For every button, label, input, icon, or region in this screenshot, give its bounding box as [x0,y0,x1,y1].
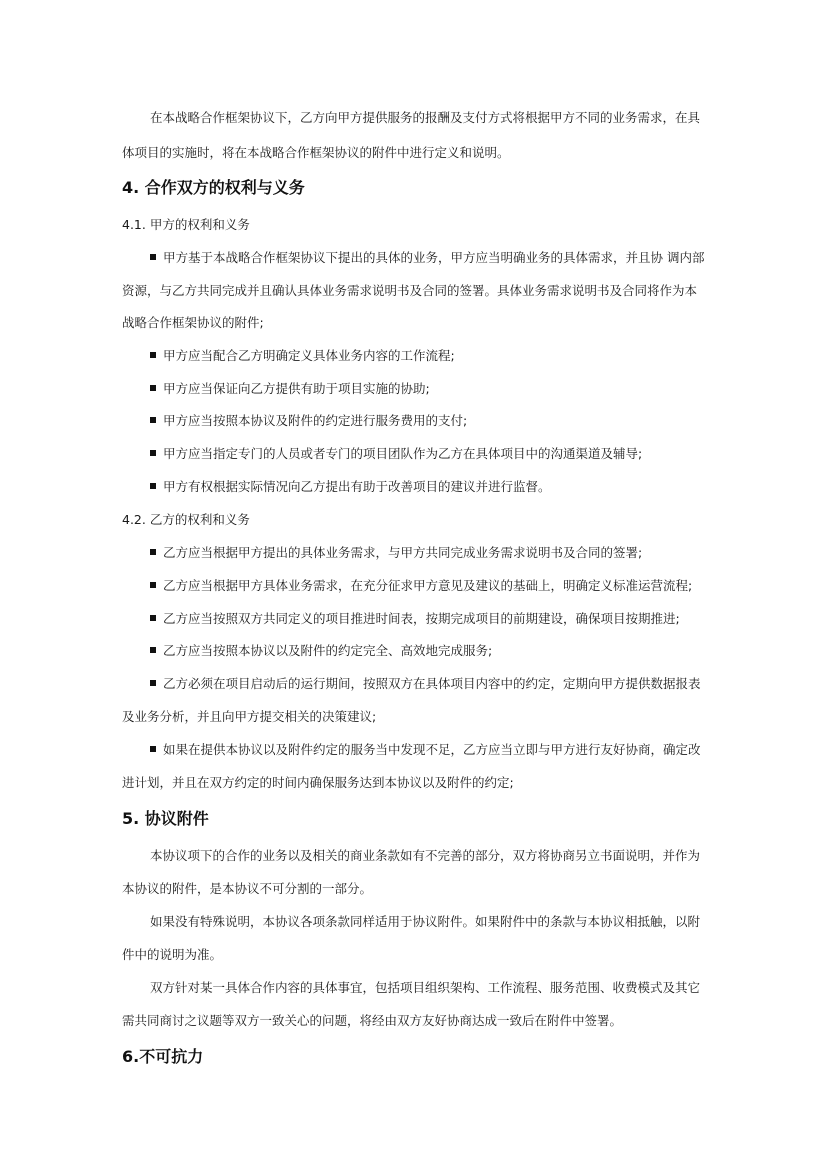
line-text: 本协议项下的合作的业务以及相关的商业条款如有不完善的部分，双方将协商另立书面说明，并作为 [150,848,701,863]
line-text: 需共同商讨之议题等双方一致关心的问题，将经由双方友好协商达成一致后在附件中签署。 [122,1013,623,1028]
paragraph-line [150,110,700,126]
bullet-item [150,742,701,758]
paragraph-line [122,881,372,897]
paragraph-line [122,145,510,161]
paragraph-line [122,947,222,963]
line-text: 甲方应当指定专门的人员或者专门的项目团队作为乙方在具体项目中的沟通渠道及辅导; [163,446,643,461]
line-text: 在本战略合作框架协议下，乙方向甲方提供服务的报酬及支付方式将根据甲方不同的业务需求，在具 [150,110,701,125]
bullet-square-icon [150,254,156,260]
bullet-item [150,578,692,594]
line-text: 甲方有权根据实际情况向乙方提出有助于改善项目的建议并进行监督。 [163,479,551,494]
bullet-square-icon [150,680,156,686]
bullet-item [150,479,551,495]
line-text: 4.2. 乙方的权利和义务 [122,512,250,527]
line-text: 如果在提供本协议以及附件约定的服务当中发现不足，乙方应当立即与甲方进行友好协商，确定改 [163,742,701,757]
paragraph-line [122,283,697,299]
section-heading [122,178,305,198]
bullet-item [150,250,704,266]
line-text: 体项目的实施时，将在本战略合作框架协议的附件中进行定义和说明。 [122,145,510,160]
bullet-square-icon [150,483,156,489]
bullet-item [150,348,455,364]
section-heading [122,1047,203,1067]
line-text: 4. 合作双方的权利与义务 [122,178,305,197]
line-text: 6.不可抗力 [122,1047,204,1066]
bullet-square-icon [150,385,156,391]
line-text: 乙方应当根据甲方具体业务需求，在充分征求甲方意见及建议的基础上，明确定义标准运营流程; [163,578,693,593]
line-text: 甲方应当保证向乙方提供有助于项目实施的协助; [163,381,430,396]
bullet-square-icon [150,549,156,555]
line-text: 5. 协议附件 [122,809,209,828]
bullet-square-icon [150,352,156,358]
paragraph-line [122,1013,622,1029]
bullet-square-icon [150,417,156,423]
line-text: 及业务分析，并且向甲方提交相关的决策建议; [122,709,377,724]
line-text: 甲方应当配合乙方明确定义具体业务内容的工作流程; [163,348,455,363]
line-text: 件中的说明为准。 [122,947,223,962]
bullet-item [150,611,680,627]
bullet-item [150,676,701,692]
bullet-square-icon [150,615,156,621]
bullet-item [150,643,492,659]
line-text: 甲方基于本战略合作框架协议下提出的具体的业务，甲方应当明确业务的具体需求，并且协 调内部 [163,250,705,265]
bullet-square-icon [150,582,156,588]
section-heading [122,809,209,829]
bullet-item [150,446,642,462]
subsection-heading [122,217,250,233]
line-text: 双方针对某一具体合作内容的具体事宜，包括项目组织架构、工作流程、服务范围、收费模式及其它 [150,980,701,995]
line-text: 4.1. 甲方的权利和义务 [122,217,250,232]
line-text: 进计划，并且在双方约定的时间内确保服务达到本协议以及附件的约定; [122,775,514,790]
bullet-item [150,545,642,561]
bullet-square-icon [150,450,156,456]
line-text: 乙方必须在项目启动后的运行期间，按照双方在具体项目内容中的约定，定期向甲方提供数据报表 [163,676,701,691]
subsection-heading [122,512,250,528]
line-text: 本协议的附件，是本协议不可分割的一部分。 [122,881,373,896]
bullet-square-icon [150,647,156,653]
bullet-item [150,381,430,397]
line-text: 乙方应当根据甲方提出的具体业务需求，与甲方共同完成业务需求说明书及合同的签署; [163,545,643,560]
bullet-item [150,413,467,429]
paragraph-line [150,980,700,996]
line-text: 甲方应当按照本协议及附件的约定进行服务费用的支付; [163,413,468,428]
line-text: 乙方应当按照双方共同定义的项目推进时间表，按期完成项目的前期建设，确保项目按期推进; [163,611,680,626]
paragraph-line [122,315,264,331]
line-text: 资源，与乙方共同完成并且确认具体业务需求说明书及合同的签署。具体业务需求说明书及合同将作为本 [122,283,698,298]
line-text: 乙方应当按照本协议以及附件的约定完全、高效地完成服务; [163,643,493,658]
line-text: 如果没有特殊说明，本协议各项条款同样适用于协议附件。如果附件中的条款与本协议相抵触，以附 [150,914,701,929]
bullet-square-icon [150,746,156,752]
paragraph-line [150,914,700,930]
paragraph-line [122,775,514,791]
line-text: 战略合作框架协议的附件; [122,315,264,330]
paragraph-line [150,848,700,864]
paragraph-line [122,709,376,725]
